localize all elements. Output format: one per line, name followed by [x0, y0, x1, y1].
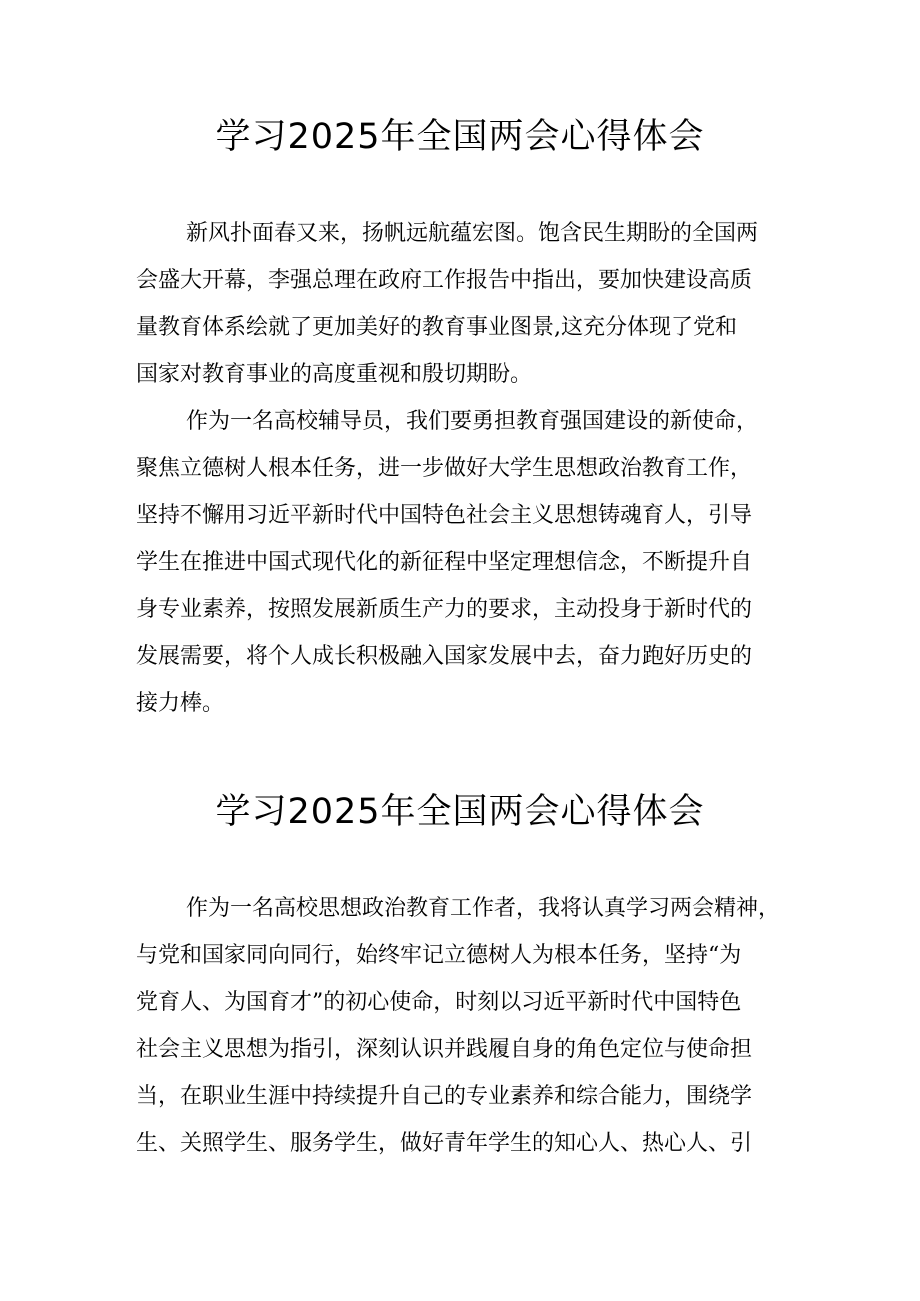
paragraph-line: 聚焦立德树人根本任务，进一步做好大学生思想政治教育工作， [136, 456, 753, 481]
paragraph-line: 与党和国家同向同行，始终牢记立德树人为根本任务，坚持“为 [136, 943, 742, 968]
article-title: 学习2025年全国两会心得体会 [215, 117, 705, 157]
paragraph-line: 接力棒。 [136, 691, 225, 716]
paragraph-line: 学生在推进中国式现代化的新征程中坚定理想信念，不断提升自 [136, 550, 753, 575]
paragraph-line: 量教育体系绘就了更加美好的教育事业图景,这充分体现了党和 [136, 315, 737, 340]
paragraph-line: 会盛大开幕，李强总理在政府工作报告中指出，要加快建设高质 [136, 268, 753, 293]
paragraph-line: 国家对教育事业的高度重视和殷切期盼。 [136, 362, 533, 387]
paragraph-line: 身专业素养，按照发展新质生产力的要求，主动投身于新时代的 [136, 597, 753, 622]
paragraph-line: 党育人、为国育才”的初心使命，时刻以习近平新时代中国特色 [136, 990, 742, 1015]
paragraph-line: 作为一名高校辅导员，我们要勇担教育强国建设的新使命， [186, 409, 759, 434]
paragraph-line: 作为一名高校思想政治教育工作者，我将认真学习两会精神， [186, 896, 781, 921]
paragraph-line: 发展需要，将个人成长积极融入国家发展中去，奋力跑好历史的 [136, 644, 753, 669]
paragraph-line: 当，在职业生涯中持续提升自己的专业素养和综合能力，围绕学 [136, 1084, 753, 1109]
paragraph-line: 社会主义思想为指引，深刻认识并践履自身的角色定位与使命担 [136, 1037, 753, 1062]
article-body [136, 885, 806, 1167]
article-title: 学习2025年全国两会心得体会 [215, 792, 705, 832]
paragraph-line: 坚持不懈用习近平新时代中国特色社会主义思想铸魂育人，引导 [136, 503, 753, 528]
paragraph-line: 新风扑面春又来，扬帆远航蕴宏图。饱含民生期盼的全国两 [186, 221, 759, 246]
paragraph-line: 生、关照学生、服务学生，做好青年学生的知心人、热心人、引 [136, 1131, 753, 1156]
article-body [136, 210, 806, 727]
